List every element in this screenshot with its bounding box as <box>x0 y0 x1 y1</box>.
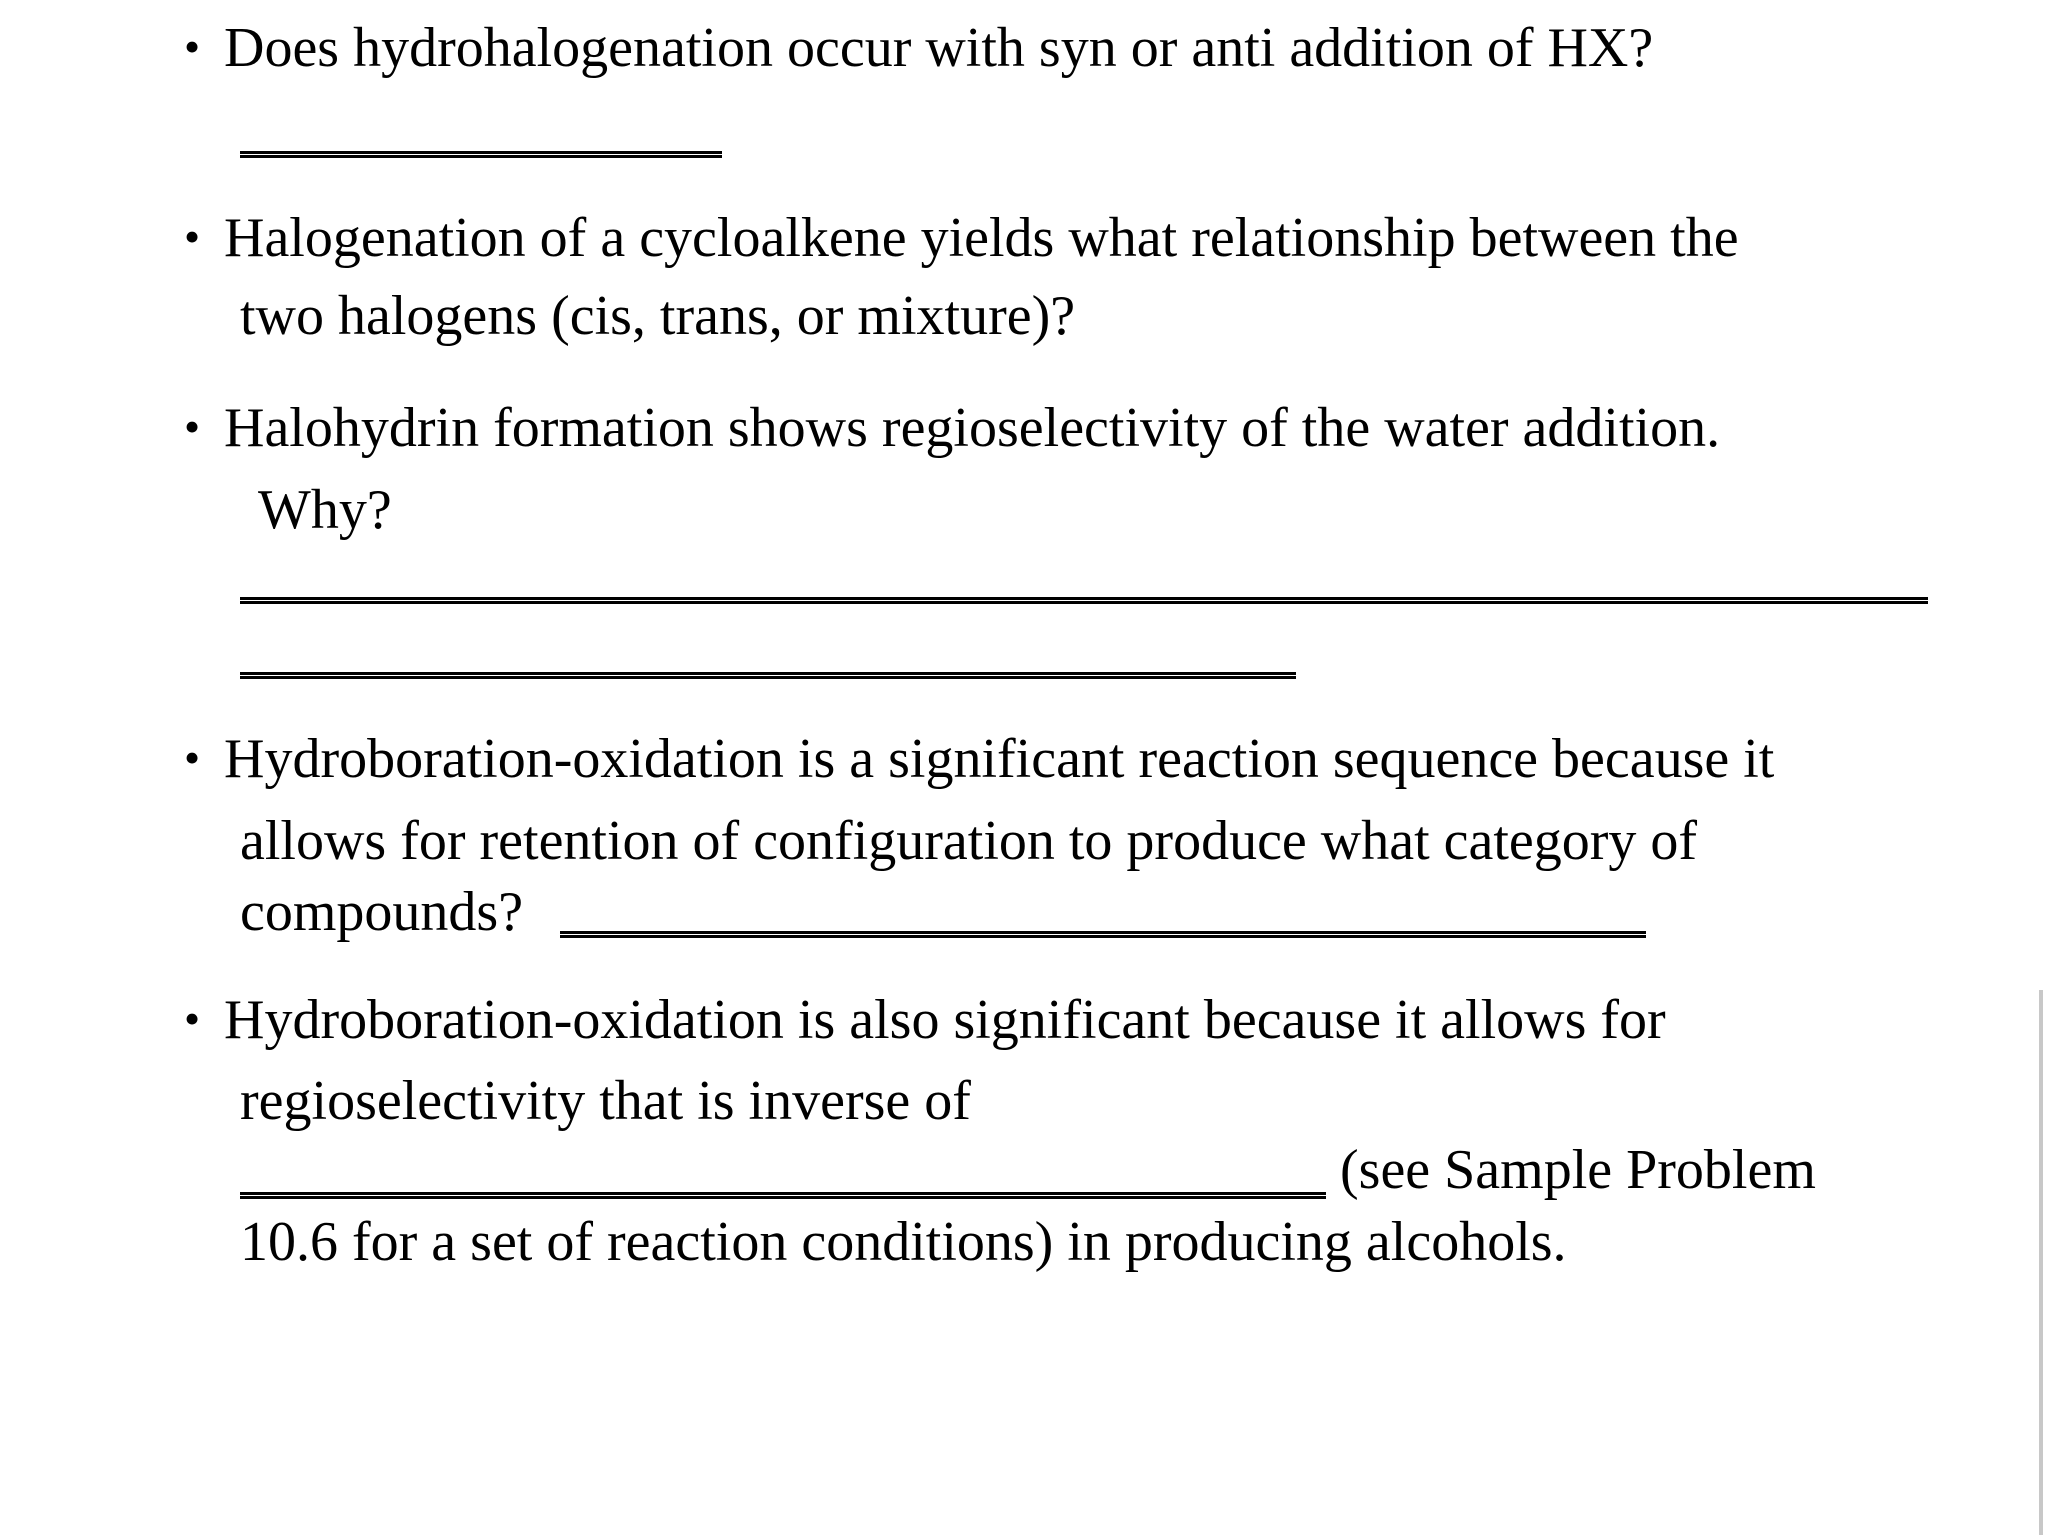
question-3-text-line-1: Halohydrin formation shows regioselectivity of the water addition. <box>224 397 1721 459</box>
question-1-text: Does hydrohalogenation occur with syn or anti addition of HX? <box>224 17 1654 79</box>
answer-blank-4[interactable] <box>560 931 1646 938</box>
bullet-point: • <box>184 21 201 72</box>
bullet-point: • <box>184 732 201 783</box>
question-5-text-line-3: (see Sample Problem <box>1340 1139 1816 1201</box>
question-2-text-line-2: two halogens (cis, trans, or mixture)? <box>240 285 1076 347</box>
question-4-text-line-2: allows for retention of configuration to produce what category of <box>240 810 1698 872</box>
question-2-text-line-1: Halogenation of a cycloalkene yields what relationship between the <box>224 207 1739 269</box>
question-4-text-line-3: compounds? <box>240 881 524 943</box>
question-4-text-line-1: Hydroboration-oxidation is a significant reaction sequence because it <box>224 728 1775 790</box>
answer-blank-3a[interactable] <box>240 597 1928 604</box>
question-5-text-line-1: Hydroboration-oxidation is also significant because it allows for <box>224 989 1666 1051</box>
question-5-text-line-4: 10.6 for a set of reaction conditions) in producing alcohols. <box>240 1211 1567 1273</box>
bullet-point: • <box>184 993 201 1044</box>
bullet-point: • <box>184 211 201 262</box>
scrollbar-edge[interactable] <box>2039 990 2043 1535</box>
question-5-text-line-2: regioselectivity that is inverse of <box>240 1070 971 1132</box>
bullet-point: • <box>184 401 201 452</box>
answer-blank-5[interactable] <box>240 1192 1326 1199</box>
question-3-text-line-2: Why? <box>258 479 392 541</box>
answer-blank-3b[interactable] <box>240 672 1296 679</box>
answer-blank-1[interactable] <box>240 151 722 158</box>
